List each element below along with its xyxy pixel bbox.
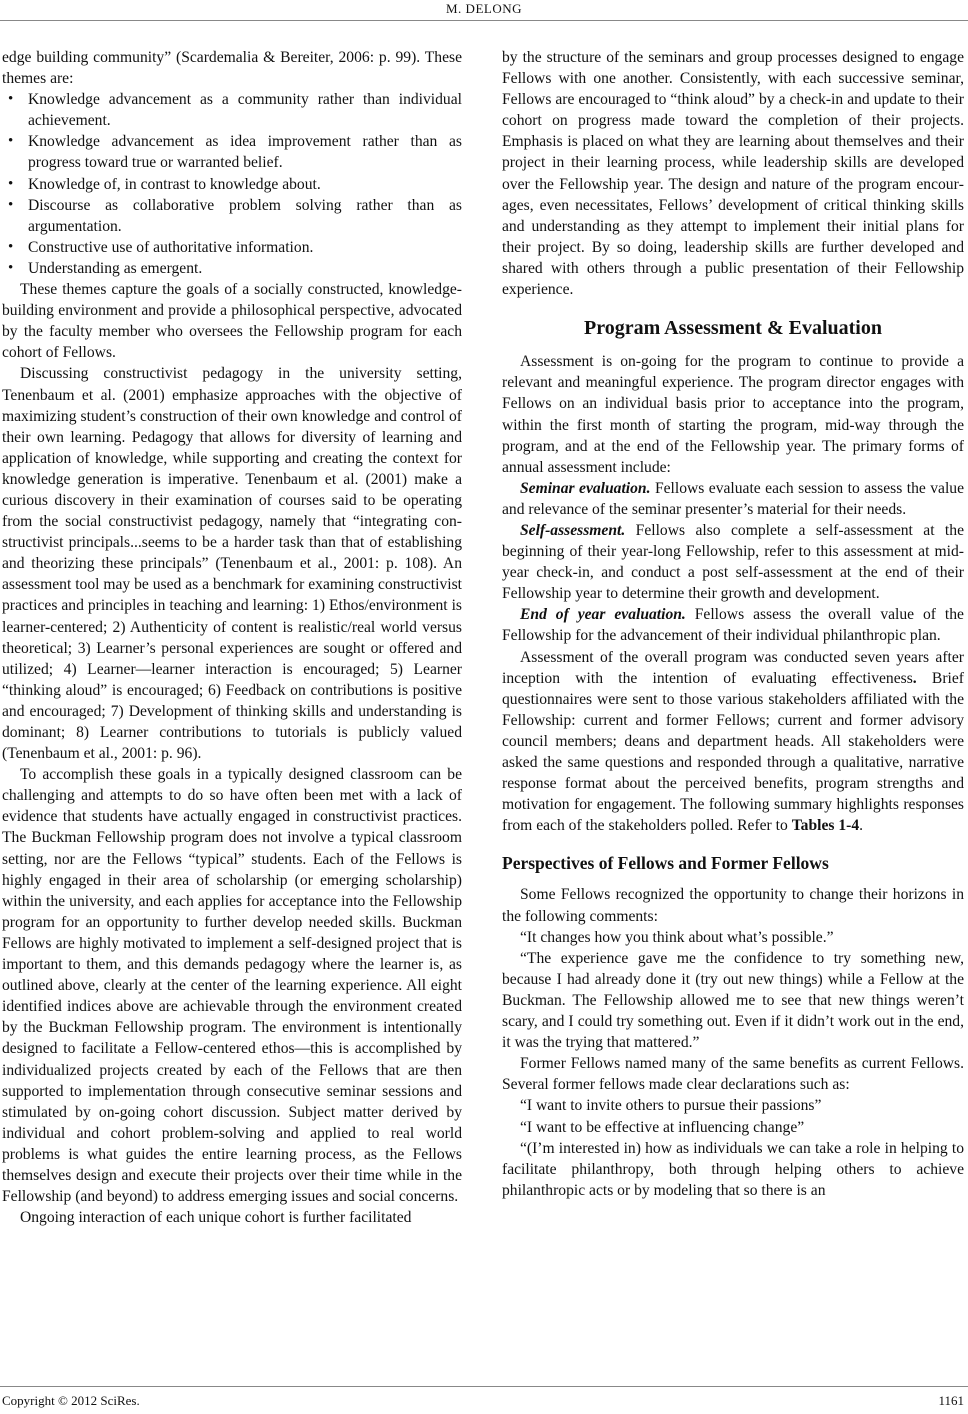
overall-assessment-period: .: [912, 669, 917, 687]
former-fellows-paragraph: Former Fellows named many of the same benefits as current Fellows. Several former fellows made clear declarations such as:: [502, 1055, 964, 1094]
themes-summary-paragraph: These themes capture the goals of a socially constructed, knowledge-building environment and provide a philosophical perspective, advocated by the faculty member who oversees the Fellowship program for each cohort of Fellows.: [2, 281, 462, 362]
end-of-year-label: End of year evaluation.: [520, 606, 686, 624]
buckman-program-paragraph: To accomplish these goals in a typically designed classroom can be challenging and attempts to do so have often been met with a lack of evidence that students have actually engaged in constructivist practices. The Buckman Fellowship program does not involve a typical classroom setting, nor are the Fellows “typical” students. Each of the Fellows is highly engaged in their area of scholarship (or emerging scholarship) within the university, and each applies for acceptance into the Fellowship program for an opportunity to further develop needed skills. Buckman Fellows are highly motivated to implement a self-designed project that is important to them, and this demands pedagogy where the learner is, as outlined above, clearly at the center of the learning experience. All eight identified indices above are achievable through the environment created by the Buckman Fellowship program. The environment is intentionally designed to facilitate a Fellow-centered ethos—this is accomplished by individualized projects created by each of the Fellows that are then supported to implementation through consecutive seminar sessions and stimulated by on-going cohort discussion. Subject matter derived by individual and cohort problem-solving and applied to real world problems is what guides the entire learning process, as the Fellows themselves design and execute their projects over their time while in the Fellowship (and beyond) to address emerging issues and social concerns.: [2, 766, 462, 1206]
themes-list: [2, 89, 462, 279]
overall-assessment-text-b: Brief questionnaires were sent to those various stakeholders affiliated with the Fellowship: current and former Fellows; current and former advisory council members; deans and department heads. All stakeholders were asked the same questions and responded through a qualitative, narrative response format about the perceived benefits, program strengths and motivation for engagement. The following summary highlights responses from each of the stakeholders polled. Refer to: [502, 669, 964, 835]
header-divider: [0, 20, 968, 21]
end-of-year-paragraph: [502, 604, 964, 646]
constructivist-pedagogy-paragraph: Discussing constructivist pedagogy in the university setting, Tenenbaum et al. (2001) emphasize approaches with the objective of maximizing student’s construction of their own knowledge and control of their own learning. Pedagogy that allows for diversity of learning and application of knowledge, while supporting and creating the context for knowledge generation is imperative. Tenenbaum et al. (2001) make a curious discovery in their examination of courses said to be operating from the social constructivist pedagogy, namely that “integrating constructivist principals...seems to be a harder task than that of establishing and theorizing these principals” (Tenenbaum et al., 2001: p. 108). An assessment tool may be used as a benchmark for examining constructivist practices and principles in teaching and learning: 1) Ethos/environment is learner-centered; 2) Authenticity of content is realistic/real world versus theoretical; 3) Learner’s personal experiences are sought or offered and utilized; 4) Learner—learner interaction is encouraged; 5) Learner “thinking aloud” is encouraged; 6) Feedback on contributions is positive and encouraged; 7) Development of thinking skills and understanding is dominant; 8) Learner contributions to tutorials is publicly valued (Tenenbaum et al., 2001: p. 96).: [2, 365, 462, 763]
seminar-evaluation-paragraph: [502, 478, 964, 520]
quote-passions: “I want to invite others to pursue their passions”: [520, 1097, 822, 1115]
section-heading: Program Assessment & Evaluation: [584, 317, 882, 340]
overall-assessment-end: .: [859, 817, 864, 835]
theme-item: • Discourse as collaborative problem solving rather than as argumentation.: [2, 195, 462, 237]
horizons-paragraph: Some Fellows recognized the opportunity to change their horizons in the following comments:: [502, 886, 964, 925]
quote-possible: “It changes how you think about what’s possible.”: [520, 928, 834, 946]
seminar-evaluation-text: Fellows evaluate each session to assess the value and relevance of the seminar presenter’s material for their needs.: [502, 479, 965, 518]
self-assessment-text: Fellows also complete a self-assessment at the beginning of their year-long Fellowship, refer to this assessment at mid-year check-in, and conduct a post self-assessment at the end of their Fellowship year to determine their growth and development.: [502, 521, 964, 603]
cohort-interaction-paragraph: Ongoing interaction of each unique cohort is further facilitated: [20, 1209, 412, 1227]
end-of-year-text: Fellows assess the overall value of the Fellowship for the advancement of their individual philanthropic plan.: [502, 606, 964, 645]
theme-item: • Constructive use of authoritative information.: [2, 237, 462, 258]
page-number: 1161: [938, 1393, 964, 1408]
quote-philanthropy: “(I’m interested in) how as individuals we can take a role in helping to facilitate philanthropy, both through helping others to achieve philanthropic acts or by modeling that so there is an: [502, 1139, 964, 1199]
continued-paragraph: by the structure of the seminars and group processes designed to engage Fellows with one another. Consistently, with each successive seminar, Fellows are encouraged to “think aloud” by a check-in and update to their cohort on progress made toward the completion of their projects. Emphasis is placed on what they are learning about themselves and their project in their learning process, while leadership skills are developed over the Fellowship year. The design and nature of the program encourages, even necessitates, Fellows’ development of critical thinking skills and understanding as they attempt to implement their initial plans for their project. By so doing, leadership skills are further developed and shared with others through a public presentation of their Fellowship experience.: [502, 49, 964, 299]
theme-item: • Understanding as emergent.: [2, 258, 462, 279]
quote-confidence: “The experience gave me the confidence to try something new, because I had already done it (try out new things) while a Fellow at the Buckman. The Fellowship allowed me to see that new things weren’t scary, and I could try something out. Even if it didn’t work out in the end, it was the trying that mattered.”: [502, 949, 964, 1052]
subsection-heading: Perspectives of Fellows and Former Fellows: [502, 853, 829, 874]
theme-item: • Knowledge advancement as a community rather than individual achievement.: [2, 89, 462, 131]
footer-divider: [0, 1386, 968, 1387]
copyright-notice: Copyright © 2012 SciRes.: [2, 1393, 140, 1408]
overall-assessment-paragraph: [502, 647, 964, 837]
self-assessment-paragraph: [502, 520, 964, 604]
assessment-paragraph: Assessment is on-going for the program to continue to provide a relevant and meaningful experience. The program director engages with Fellows on an individual basis prior to acceptance into the program, within the first month of starting the program, mid-way through the program, and at the end of the Fellowship year. The primary forms of annual assessment include:: [502, 353, 964, 476]
left-column: [2, 47, 462, 1228]
tables-reference: Tables 1-4: [791, 817, 860, 835]
self-assessment-label: Self-assessment.: [520, 521, 626, 539]
quote-influence: “I want to be effective at influencing change”: [520, 1118, 805, 1136]
seminar-evaluation-label: Seminar evaluation.: [520, 479, 651, 497]
overall-assessment-text-a: Assessment of the overall program was conducted seven years after inception with the intention of evaluating effectiveness: [502, 648, 964, 687]
right-column: [502, 47, 964, 1201]
running-header: M. DELONG: [446, 1, 522, 16]
theme-item: • Knowledge advancement as idea improvement rather than as progress toward true or warranted belief.: [2, 131, 462, 173]
intro-paragraph: edge building community” (Scardemalia & Bereiter, 2006: p. 99). These themes are:: [2, 49, 462, 88]
theme-item: • Knowledge of, in contrast to knowledge about.: [2, 174, 462, 195]
